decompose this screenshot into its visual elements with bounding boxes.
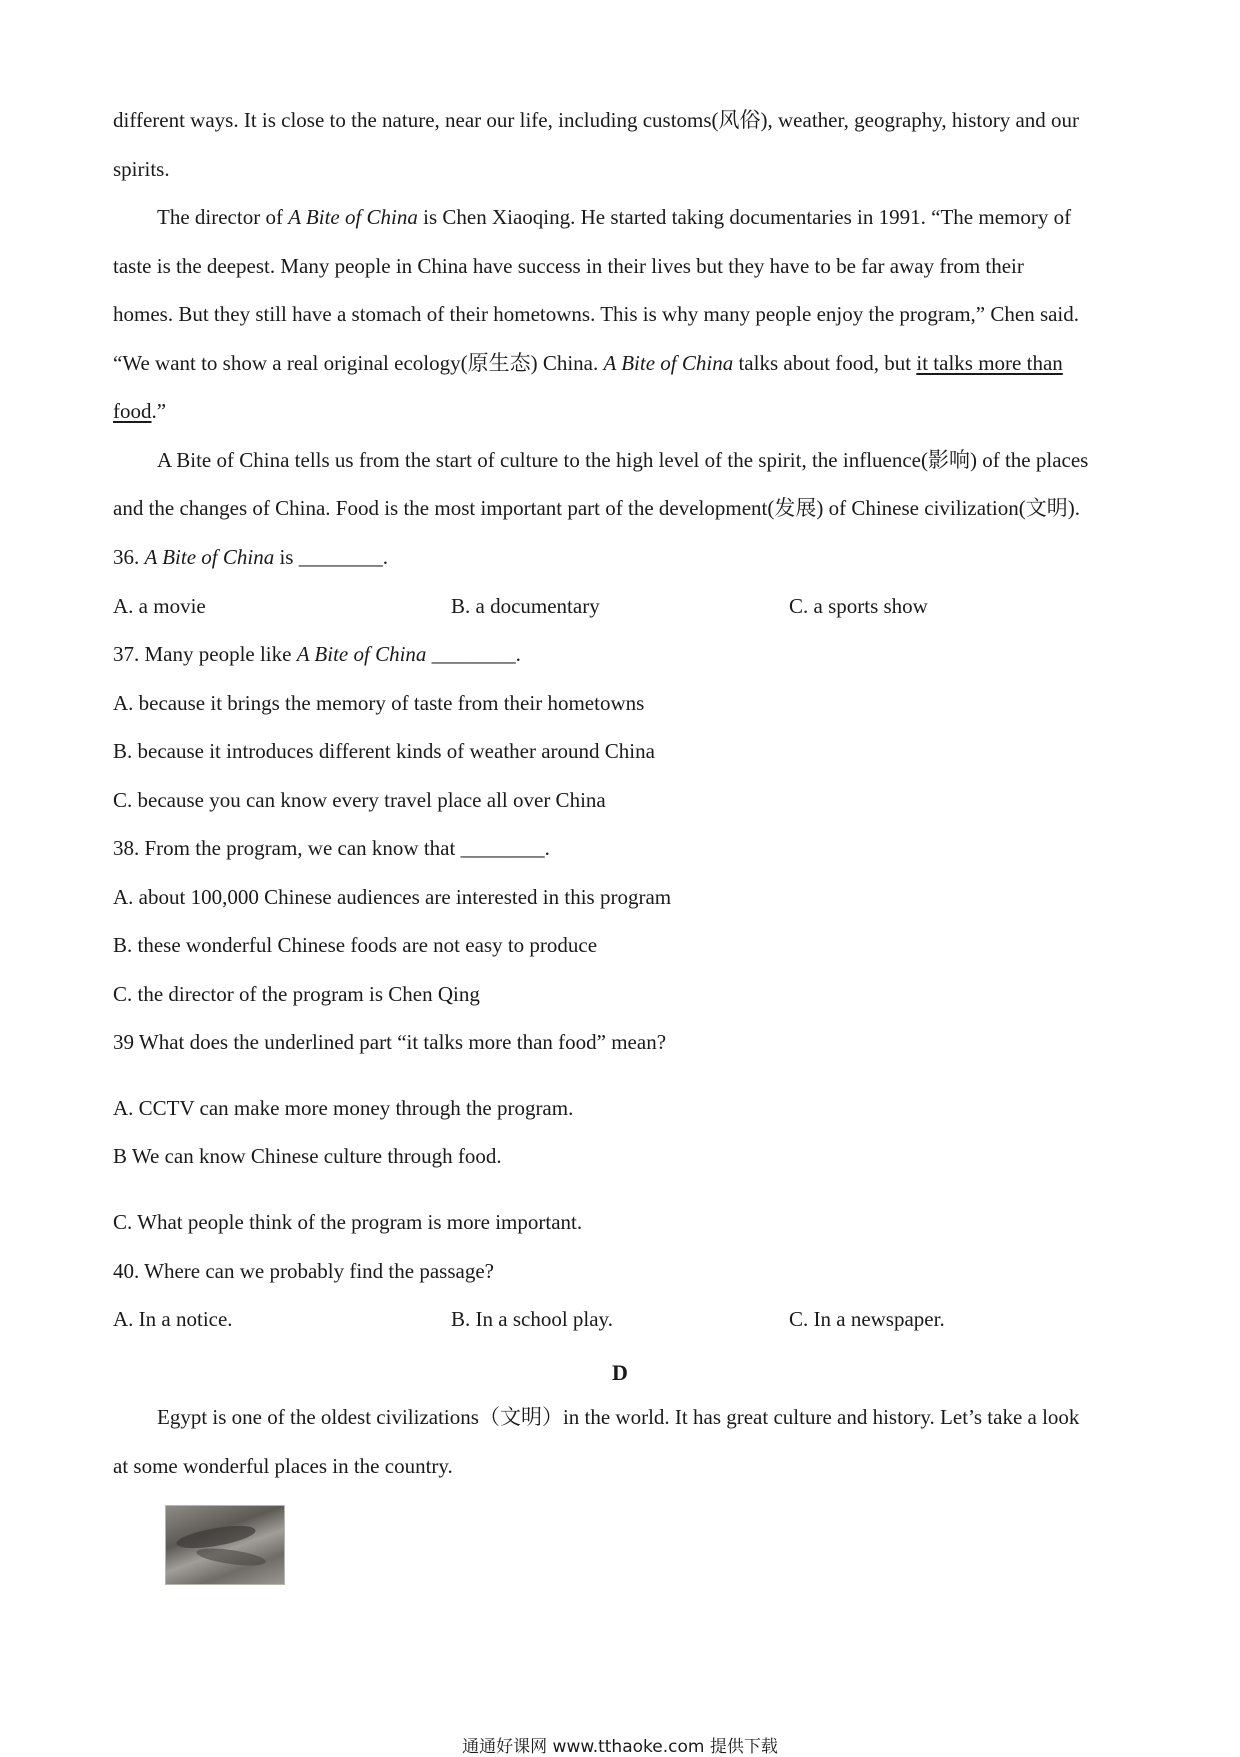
question-38: 38. From the program, we can know that ________. [113, 836, 550, 860]
option-b: B. these wonderful Chinese foods are not easy to produce [113, 933, 598, 957]
question-39: 39 What does the underlined part “it talks more than food” mean? [113, 1030, 667, 1054]
option-b: B We can know Chinese culture through food. [113, 1144, 502, 1168]
option-a: A. because it brings the memory of taste from their hometowns [113, 691, 645, 715]
option-c: C. because you can know every travel place all over China [113, 788, 606, 812]
option-a: A. about 100,000 Chinese audiences are interested in this program [113, 885, 672, 909]
passage-line: taste is the deepest. Many people in China have success in their lives but they have to be far away from their [113, 254, 1024, 278]
underlined-phrase: it talks more than [916, 351, 1063, 375]
option-b: B. a documentary [451, 594, 600, 618]
passage-line: spirits. [113, 157, 170, 181]
passage-line: A Bite of China tells us from the start of culture to the high level of the spirit, the influence(影响) of the places [157, 448, 1089, 472]
question-36 [113, 547, 388, 568]
text: .” [151, 399, 167, 423]
program-title: A Bite of China [603, 351, 734, 375]
option-c: C. What people think of the program is more important. [113, 1210, 583, 1234]
program-title: A Bite of China [288, 205, 418, 229]
passage-line: and the changes of China. Food is the most important part of the development(发展) of Chinese civilization(文明). [113, 496, 1080, 520]
underlined-phrase: food [113, 399, 152, 423]
passage-line: homes. But they still have a stomach of their hometowns. This is why many people enjoy the program,” Chen said. [113, 302, 1080, 326]
egypt-photo [165, 1505, 285, 1585]
question-text: is ________. [274, 545, 388, 569]
question-number: 36. [113, 545, 145, 569]
program-title: A Bite of China [296, 642, 427, 666]
question-text: 37. Many people like [113, 642, 297, 666]
footer-watermark: 通通好课网 www.tthaoke.com 提供下载 [462, 1737, 778, 1757]
option-a: A. a movie [113, 594, 206, 618]
question-text: ________. [426, 642, 521, 666]
option-a: A. CCTV can make more money through the program. [113, 1096, 574, 1120]
option-b: B. because it introduces different kinds of weather around China [113, 739, 655, 763]
section-heading: D [612, 1360, 628, 1385]
text: is Chen Xiaoqing. He started taking documentaries in 1991. “The memory of [417, 205, 1072, 229]
option-c: C. In a newspaper. [789, 1307, 945, 1331]
text: The director of [157, 205, 289, 229]
text: “We want to show a real original ecology(原生态) China. [113, 351, 604, 375]
option-a: A. In a notice. [113, 1307, 233, 1331]
question-37 [113, 644, 521, 665]
option-b: B. In a school play. [451, 1307, 613, 1331]
text: talks about food, but [733, 351, 917, 375]
passage-line [113, 401, 166, 422]
passage-line [157, 207, 1071, 228]
option-c: C. the director of the program is Chen Qing [113, 982, 480, 1006]
option-c: C. a sports show [789, 594, 928, 618]
program-title: A Bite of China [144, 545, 275, 569]
question-40: 40. Where can we probably find the passage? [113, 1259, 494, 1283]
passage-line: Egypt is one of the oldest civilizations（文明）in the world. It has great culture and history. Let’s take a look [157, 1405, 1080, 1429]
passage-line: different ways. It is close to the nature, near our life, including customs(风俗), weather, geography, history and our [113, 108, 1080, 132]
passage-line: at some wonderful places in the country. [113, 1454, 453, 1478]
passage-line [113, 353, 1063, 374]
